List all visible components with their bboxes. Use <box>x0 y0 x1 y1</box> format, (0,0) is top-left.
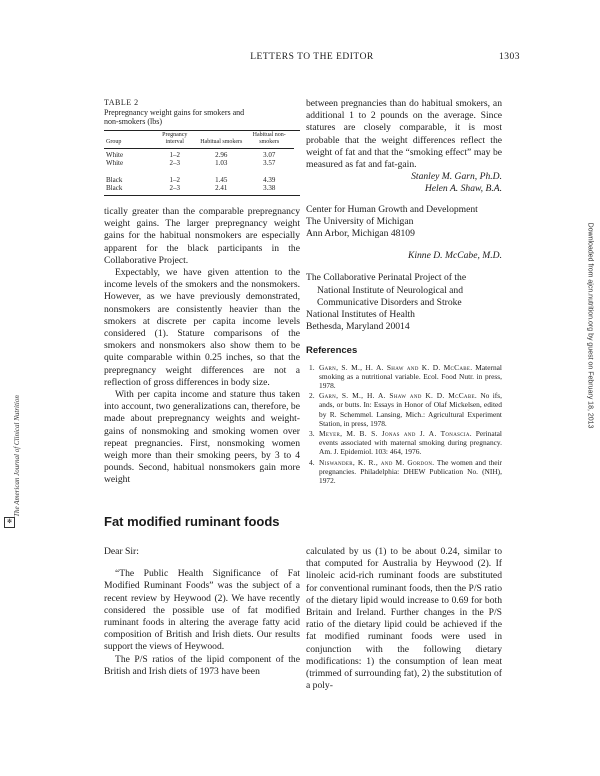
body-paragraph: calculated by us (1) to be about 0.24, similar to that computed for Australia by Heywood (2). If linoleic acid-rich ruminant foods are substituted for conventional ruminant foods, then the P/S ratio of the dietary lipid would increase to 0.69 for both Britain and Ireland. Further changes in the P/S ratio of the dietary lipid could be achieved if the fat modified ruminant foods were used in conjunction with the following dietary modifications: 1) the consumption of lean meat (trimmed of surrounding fat), 2) the substitution of a poly- <box>306 546 502 692</box>
reference-list <box>306 363 502 486</box>
table-2 <box>104 98 300 196</box>
table-caption-line: non-smokers (lbs) <box>104 117 162 126</box>
body-paragraph: “The Public Health Significance of Fat Modified Ruminant Foods” was the subject of a recent review by Heywood (2). We have recently considered the possible use of fat modified ruminant foods in altering the average fatty acid composition of British and Irish diets. Our results support the views of Heywood. <box>104 568 300 653</box>
affiliation-line: Ann Arbor, Michigan 48109 <box>306 228 415 240</box>
section2-left-column <box>104 546 300 678</box>
body-paragraph: tically greater than the comparable prepregnancy weight gains. The larger prepregnancy weight gains for the habitual nonsmokers are especially apparent for the black participants in the Collaborative Project. <box>104 206 300 266</box>
table-cell: 2–3 <box>169 184 181 193</box>
affiliation-line: Center for Human Growth and Development <box>306 203 478 215</box>
body-paragraph: between pregnancies than do habitual smokers, an additional 1 to 2 pounds on the average. Since statures are closely comparable, it is most probable that the weight differences reflect the weight of fat and that the “smoking effect” may be measured as fat and fat-gain. <box>306 98 502 171</box>
table-cell: 1–2 <box>169 175 181 184</box>
table-header-rule <box>104 148 294 149</box>
table-cell: 3.57 <box>263 159 276 168</box>
table-label: TABLE 2 <box>104 98 139 107</box>
reference-item <box>306 363 502 391</box>
table-cell: 1–2 <box>169 150 181 159</box>
reference-item <box>306 458 502 486</box>
table-cell: White <box>106 150 124 159</box>
reference-text: The women and their pregnancies. Philadelphia: DHEW Publication No. (NIH), 1972. <box>319 457 502 486</box>
reference-number: 4. <box>309 457 315 467</box>
reference-authors: Niswander, K. R., and M. Gordon. <box>319 457 435 467</box>
table-row <box>104 151 294 160</box>
salutation: Dear Sir: <box>104 546 139 557</box>
table-row <box>104 184 294 193</box>
table-cell: 2.96 <box>215 150 228 159</box>
affiliation-line: The University of Michigan <box>306 215 414 227</box>
signature-garn: Stanley M. Garn, Ph.D. <box>411 171 502 183</box>
body-paragraph: Expectably, we have given attention to the income levels of the smokers and the nonsmokers. However, as we have previously demonstrated, nonsmokers are consistently heavier than the smokers at discrete per capita income levels considered (1). Stature comparisons of the smokers and nonsmokers also show them to be quite comparable within 0.25 inches, so that the prepregnancy weight differences are not a reflection of gross differences in body size. <box>104 267 300 388</box>
affiliation-line: Bethesda, Maryland 20014 <box>306 321 410 333</box>
body-paragraph: With per capita income and stature thus taken into account, two generalizations can, therefore, be made about prepregnancy weights and weight-gains of nonsmoking and smoking women over repeat pregnancies. First, nonsmoking women weigh more than their smoking peers, by 3 to 4 pounds. Second, habitual nonsmokers gain more weight <box>104 389 300 486</box>
affiliation-nih <box>306 272 502 333</box>
running-title: LETTERS TO THE EDITOR <box>250 52 374 62</box>
page-number: 1303 <box>499 52 520 62</box>
col-header: Pregnancy interval <box>162 131 188 145</box>
table-cell: 3.07 <box>263 150 276 159</box>
col-header: Group <box>106 138 122 145</box>
table-header-row <box>104 131 294 147</box>
affiliation-line: The Collaborative Perinatal Project of the <box>306 272 467 284</box>
table-caption <box>104 98 300 127</box>
col-header: Habitual non-smokers <box>252 131 286 145</box>
table-caption-line: Prepregnancy weight gains for smokers and <box>104 107 245 117</box>
reference-text: No ifs, ands, or butts. In: Essays in Honor of Olaf Mickelsen, edited by R. Schemmel. Lansing, Mich.: Agricultural Experiment Station, in press, 1978. <box>319 391 502 428</box>
signature-shaw: Helen A. Shaw, B.A. <box>424 183 502 195</box>
reference-text: Maternal smoking as a nutritional variable. Ecol. Food Nutr. in press, 1978. <box>319 362 502 391</box>
right-column <box>306 98 502 486</box>
left-column-text <box>104 206 300 487</box>
journal-logo-icon: ✻ <box>4 517 15 528</box>
table-cell: 2.41 <box>215 184 228 193</box>
reference-authors: Garn, S. M., H. A. Shaw and K. D. McCabe. <box>319 391 477 401</box>
reference-number: 3. <box>309 429 315 439</box>
affiliation-michigan <box>306 204 502 241</box>
reference-number: 2. <box>309 391 315 401</box>
table-cell: 1.03 <box>215 159 228 168</box>
table-cell: 2–3 <box>169 159 181 168</box>
reference-item <box>306 429 502 457</box>
reference-text: Perinatal events associated with maternal smoking during pregnancy. Am. J. Epidemiol. 103: 464, 1976. <box>319 429 502 457</box>
table-row <box>104 176 294 185</box>
table-bottom-rule <box>104 195 300 196</box>
references-heading: References <box>306 345 358 357</box>
weight-gain-table <box>104 131 294 193</box>
affiliation-line: National Institutes of Health <box>306 309 415 321</box>
table-cell: White <box>106 159 124 168</box>
download-watermark: Downloaded from ajcn.nutrition.org by guest on February 18, 2013 <box>586 222 594 429</box>
affiliation-line: Communicative Disorders and Stroke <box>317 296 462 308</box>
reference-authors: Garn, S. M., H. A. Shaw and K. D. McCabe. <box>319 362 473 372</box>
table-cell: 1.45 <box>215 175 228 184</box>
body-paragraph: The P/S ratios of the lipid component of the British and Irish diets of 1973 have been <box>104 653 300 677</box>
table-cell: Black <box>106 175 123 184</box>
table-cell: 4.39 <box>263 175 276 184</box>
affiliation-line: National Institute of Neurological and <box>317 284 463 296</box>
table-row <box>104 159 294 168</box>
signature-mccabe: Kinne D. McCabe, M.D. <box>407 250 502 262</box>
journal-side-label: The American Journal of Clinical Nutrition <box>13 395 21 517</box>
reference-authors: Meyer, M. B. S. Jonas and J. A. Tonascia. <box>319 429 472 439</box>
table-cell: Black <box>106 184 123 193</box>
col-header: Habitual smokers <box>200 138 243 145</box>
reference-item <box>306 391 502 428</box>
section2-right-column <box>306 546 502 692</box>
reference-number: 1. <box>309 362 315 372</box>
table-cell: 3.38 <box>263 184 276 193</box>
section-title: Fat modified ruminant foods <box>104 514 280 529</box>
